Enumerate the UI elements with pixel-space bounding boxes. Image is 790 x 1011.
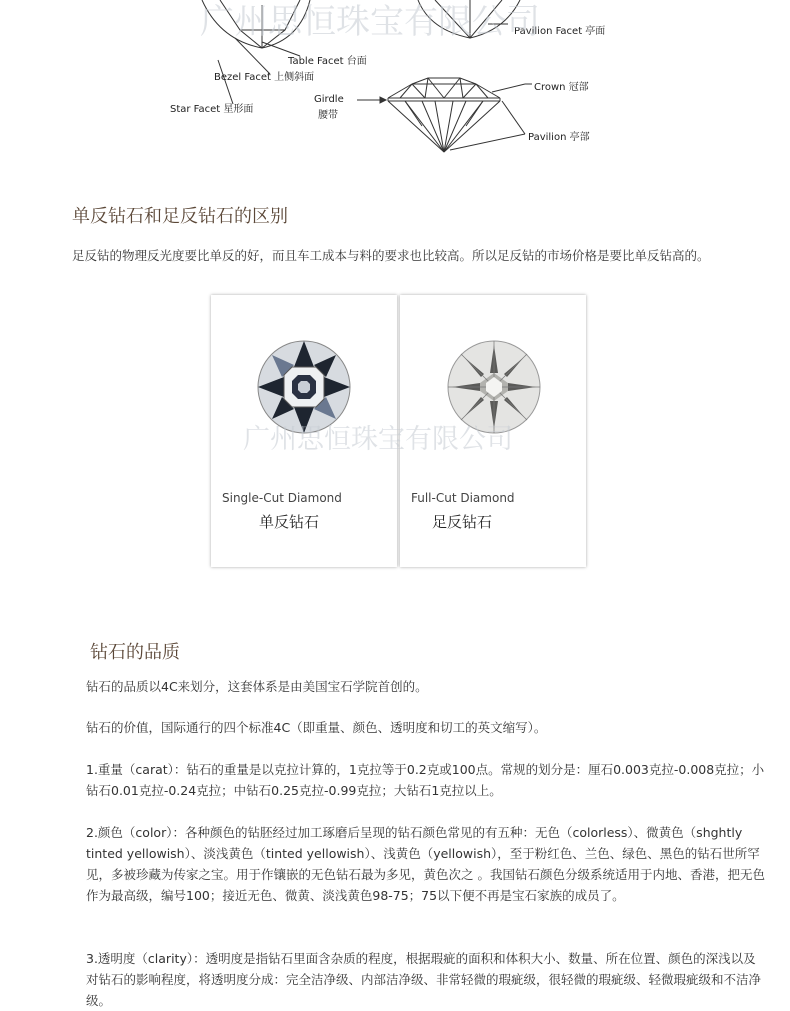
full-cut-label-en: Full-Cut Diamond <box>411 491 515 505</box>
label-girdle-en: Girdle <box>314 94 344 105</box>
label-pavilion: Pavilion 亭部 <box>528 132 590 143</box>
label-star-facet: Star Facet 星形面 <box>170 104 254 115</box>
label-table-facet: Table Facet 台面 <box>288 56 367 67</box>
watermark-text: 广州思恒珠宝有限公司 <box>200 2 540 42</box>
diamond-anatomy-diagram <box>150 0 642 180</box>
section-title-quality: 钻石的品质 <box>90 642 180 663</box>
single-cut-label-zh: 单反钻石 <box>259 513 320 531</box>
full-cut-label-zh: 足反钻石 <box>432 513 493 531</box>
single-cut-label-en: Single-Cut Diamond <box>222 491 342 505</box>
quality-intro: 钻石的品质以4C来划分，这套体系是由美国宝石学院首创的。 <box>86 679 428 694</box>
section-title-difference: 单反钻石和足反钻石的区别 <box>72 206 288 227</box>
diamond-comparison <box>211 295 589 567</box>
label-crown: Crown 冠部 <box>534 82 589 93</box>
quality-carat: 1.重量（carat）：钻石的重量是以克拉计算的，1克拉等于0.2克或100点。常规的划分是：厘石0.003克拉-0.008克拉；小钻石0.01克拉-0.24克拉；中钻石0.25克拉-0.99克拉；大钻石1克拉以上。 <box>86 762 765 798</box>
label-girdle-zh: 腰带 <box>318 110 338 121</box>
quality-clarity: 3.透明度（clarity）：透明度是指钻石里面含杂质的程度，根据瑕疵的面积和体积大小、数量、所在位置、颜色的深浅以及对钻石的影响程度，将透明度分成：完全洁净级、内部洁净级、非常轻微的瑕疵级，很轻微的瑕疵级、轻微瑕疵级和不洁净级。 <box>86 951 762 1008</box>
label-pavilion-facet: Pavilion Facet 亭面 <box>514 26 606 37</box>
label-bezel-facet: Bezel Facet 上侧斜面 <box>214 72 315 83</box>
quality-color: 2.颜色（color）：各种颜色的钻胚经过加工琢磨后呈现的钻石颜色常见的有五种：无色（colorless）、微黄色（shghtly tinted yellowish）、淡浅黄色（tinted yellowish）、浅黄色（yellowish），至于粉红色、兰色、绿色、黑色的钻石世所罕见，多被珍藏为传家之宝。用于作镶嵌的无色钻石最为多见，黄色次之 。我国钻石颜色分级系统适用于内地、香港，把无色作为最高级，编号100；接近无色、微黄、淡浅黄色98-75；75以下便不再是宝石家族的成员了。 <box>86 825 765 903</box>
quality-4c: 钻石的价值，国际通行的四个标准4C（即重量、颜色、透明度和切工的英文缩写）。 <box>86 720 547 735</box>
difference-paragraph: 足反钻的物理反光度要比单反的好，而且车工成本与料的要求也比较高。所以足反钻的市场价格是要比单反钻高的。 <box>72 248 710 263</box>
cards-watermark: 广州思恒珠宝有限公司 <box>243 424 513 455</box>
